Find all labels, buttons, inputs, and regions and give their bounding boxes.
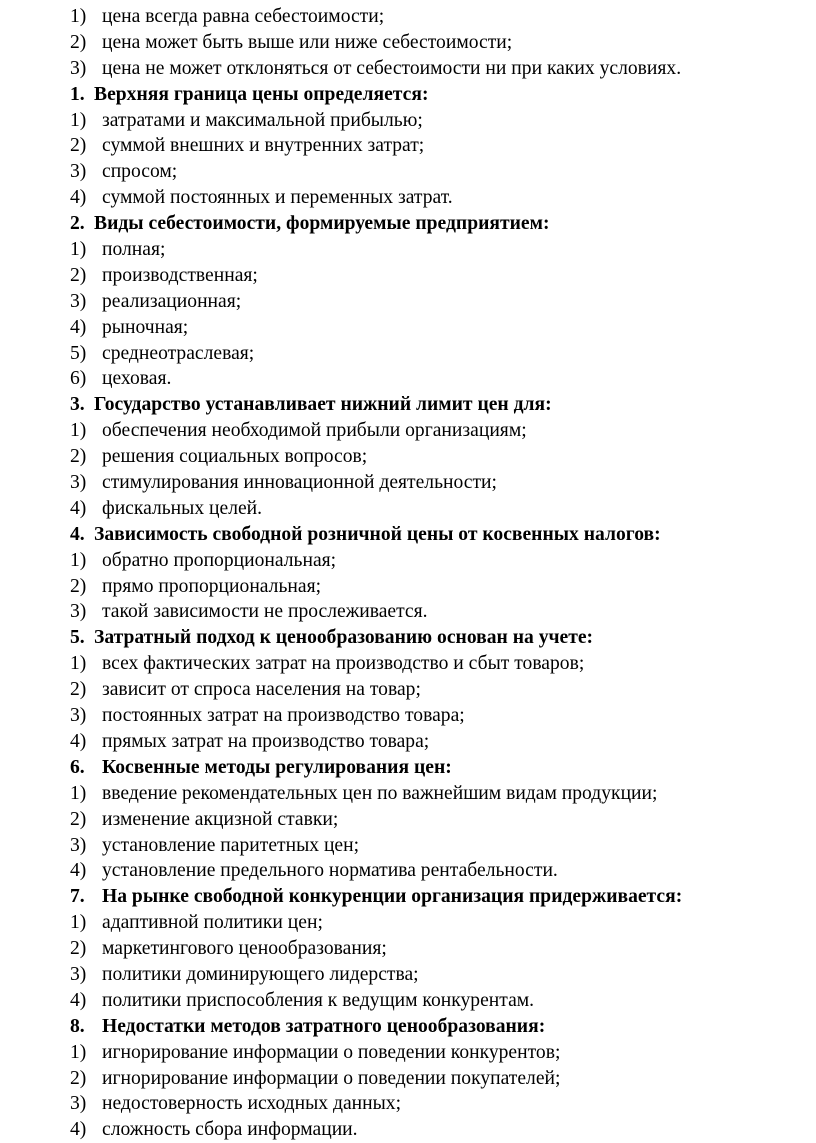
answer-option xyxy=(70,237,810,263)
option-text: постоянных затрат на производство товара; xyxy=(102,705,465,727)
option-text: обеспечения необходимой прибыли организациям; xyxy=(102,420,527,442)
option-text: такой зависимости не прослеживается. xyxy=(102,601,428,623)
option-number: 4) xyxy=(70,1119,87,1141)
option-text: установление предельного норматива рентабельности. xyxy=(102,860,558,882)
option-number: 2) xyxy=(70,135,87,157)
answer-option xyxy=(70,1091,810,1117)
question-number: 5. xyxy=(70,627,85,649)
option-number: 3) xyxy=(70,834,87,856)
answer-option xyxy=(70,418,810,444)
question-text: Государство устанавливает нижний лимит цен для: xyxy=(94,394,552,416)
option-text: адаптивной политики цен; xyxy=(102,912,323,934)
answer-option xyxy=(70,574,810,600)
answer-option xyxy=(70,263,810,289)
answer-option xyxy=(70,1040,810,1066)
answer-option xyxy=(70,910,810,936)
question-heading xyxy=(70,884,810,910)
option-text: маркетингового ценообразования; xyxy=(102,938,387,960)
answer-option xyxy=(70,289,810,315)
option-number: 3) xyxy=(70,705,87,727)
option-number: 2) xyxy=(70,679,87,701)
answer-option xyxy=(70,133,810,159)
option-number: 2) xyxy=(70,575,87,597)
document-body xyxy=(70,4,810,1143)
option-text: производственная; xyxy=(102,264,258,286)
option-text: всех фактических затрат на производство и сбыт товаров; xyxy=(102,653,585,675)
question-text: Недостатки методов затратного ценообразования: xyxy=(102,1015,546,1037)
option-number: 6) xyxy=(70,368,87,390)
option-number: 2) xyxy=(70,446,87,468)
option-number: 3) xyxy=(70,57,87,79)
question-number: 2. xyxy=(70,213,85,235)
answer-option xyxy=(70,341,810,367)
option-number: 3) xyxy=(70,472,87,494)
option-text: среднеотраслевая; xyxy=(102,342,255,364)
question-heading xyxy=(70,392,810,418)
option-text: зависит от спроса населения на товар; xyxy=(102,679,421,701)
option-text: прямых затрат на производство товара; xyxy=(102,730,430,752)
answer-option xyxy=(70,315,810,341)
option-number: 1) xyxy=(70,420,87,442)
option-number: 1) xyxy=(70,1041,87,1063)
question-number: 7. xyxy=(70,886,85,908)
answer-option xyxy=(70,1066,810,1092)
question-heading xyxy=(70,211,810,237)
question-heading xyxy=(70,625,810,651)
option-text: недостоверность исходных данных; xyxy=(102,1093,402,1115)
option-number: 2) xyxy=(70,938,87,960)
answer-option xyxy=(70,988,810,1014)
answer-option xyxy=(70,858,810,884)
option-text: решения социальных вопросов; xyxy=(102,446,368,468)
option-number: 3) xyxy=(70,1093,87,1115)
option-number: 3) xyxy=(70,290,87,312)
answer-option xyxy=(70,729,810,755)
question-number: 6. xyxy=(70,756,85,778)
option-text: полная; xyxy=(102,239,166,261)
answer-option xyxy=(70,1117,810,1143)
option-number: 4) xyxy=(70,730,87,752)
question-text: Зависимость свободной розничной цены от косвенных налогов: xyxy=(94,523,661,545)
option-text: цена может быть выше или ниже себестоимости; xyxy=(102,31,513,53)
option-text: рыночная; xyxy=(102,316,189,338)
option-number: 3) xyxy=(70,161,87,183)
option-text: прямо пропорциональная; xyxy=(102,575,322,597)
option-text: цена всегда равна себестоимости; xyxy=(102,6,385,27)
option-text: установление паритетных цен; xyxy=(102,834,360,856)
option-number: 1) xyxy=(70,239,87,261)
question-heading xyxy=(70,522,810,548)
question-text: Верхняя граница цены определяется: xyxy=(94,83,429,105)
question-number: 1. xyxy=(70,83,85,105)
option-number: 1) xyxy=(70,912,87,934)
option-text: спросом; xyxy=(102,161,178,183)
option-text: игнорирование информации о поведении конкурентов; xyxy=(102,1041,561,1063)
question-text: Виды себестоимости, формируемые предприятием: xyxy=(94,213,550,235)
answer-option xyxy=(70,496,810,522)
question-text: На рынке свободной конкуренции организация придерживается: xyxy=(102,886,683,908)
question-text: Косвенные методы регулирования цен: xyxy=(102,756,452,778)
answer-option xyxy=(70,4,810,30)
answer-option xyxy=(70,651,810,677)
question-heading xyxy=(70,755,810,781)
question-heading xyxy=(70,82,810,108)
question-heading xyxy=(70,1014,810,1040)
answer-option xyxy=(70,677,810,703)
option-text: обратно пропорциональная; xyxy=(102,549,337,571)
answer-option xyxy=(70,548,810,574)
option-number: 2) xyxy=(70,31,87,53)
option-text: политики доминирующего лидерства; xyxy=(102,963,419,985)
option-number: 2) xyxy=(70,264,87,286)
option-number: 1) xyxy=(70,6,87,27)
option-number: 5) xyxy=(70,342,87,364)
option-text: затратами и максимальной прибылью; xyxy=(102,109,423,131)
option-number: 2) xyxy=(70,1067,87,1089)
option-number: 2) xyxy=(70,808,87,830)
answer-option xyxy=(70,159,810,185)
option-number: 4) xyxy=(70,187,87,209)
answer-option xyxy=(70,936,810,962)
option-text: стимулирования инновационной деятельности; xyxy=(102,472,497,494)
option-number: 1) xyxy=(70,653,87,675)
option-text: реализационная; xyxy=(102,290,242,312)
option-text: изменение акцизной ставки; xyxy=(102,808,339,830)
answer-option xyxy=(70,30,810,56)
option-number: 3) xyxy=(70,601,87,623)
option-text: цена не может отклоняться от себестоимости ни при каких условиях. xyxy=(102,57,682,79)
answer-option xyxy=(70,833,810,859)
option-number: 4) xyxy=(70,497,87,519)
option-number: 1) xyxy=(70,109,87,131)
option-text: цеховая. xyxy=(102,368,172,390)
option-text: игнорирование информации о поведении покупателей; xyxy=(102,1067,561,1089)
option-text: введение рекомендательных цен по важнейшим видам продукции; xyxy=(102,782,658,804)
option-number: 4) xyxy=(70,316,87,338)
question-number: 4. xyxy=(70,523,85,545)
option-number: 1) xyxy=(70,549,87,571)
option-number: 4) xyxy=(70,989,87,1011)
question-number: 3. xyxy=(70,394,85,416)
answer-option xyxy=(70,962,810,988)
option-number: 3) xyxy=(70,963,87,985)
question-number: 8. xyxy=(70,1015,85,1037)
answer-option xyxy=(70,599,810,625)
option-number: 1) xyxy=(70,782,87,804)
option-text: политики приспособления к ведущим конкурентам. xyxy=(102,989,535,1011)
answer-option xyxy=(70,108,810,134)
answer-option xyxy=(70,470,810,496)
question-text: Затратный подход к ценообразованию основан на учете: xyxy=(94,627,594,649)
option-number: 4) xyxy=(70,860,87,882)
option-text: суммой внешних и внутренних затрат; xyxy=(102,135,425,157)
answer-option xyxy=(70,807,810,833)
answer-option xyxy=(70,781,810,807)
answer-option xyxy=(70,56,810,82)
option-text: суммой постоянных и переменных затрат. xyxy=(102,187,453,209)
option-text: фискальных целей. xyxy=(102,497,263,519)
answer-option xyxy=(70,185,810,211)
option-text: сложность сбора информации. xyxy=(102,1119,358,1141)
answer-option xyxy=(70,366,810,392)
answer-option xyxy=(70,444,810,470)
answer-option xyxy=(70,703,810,729)
